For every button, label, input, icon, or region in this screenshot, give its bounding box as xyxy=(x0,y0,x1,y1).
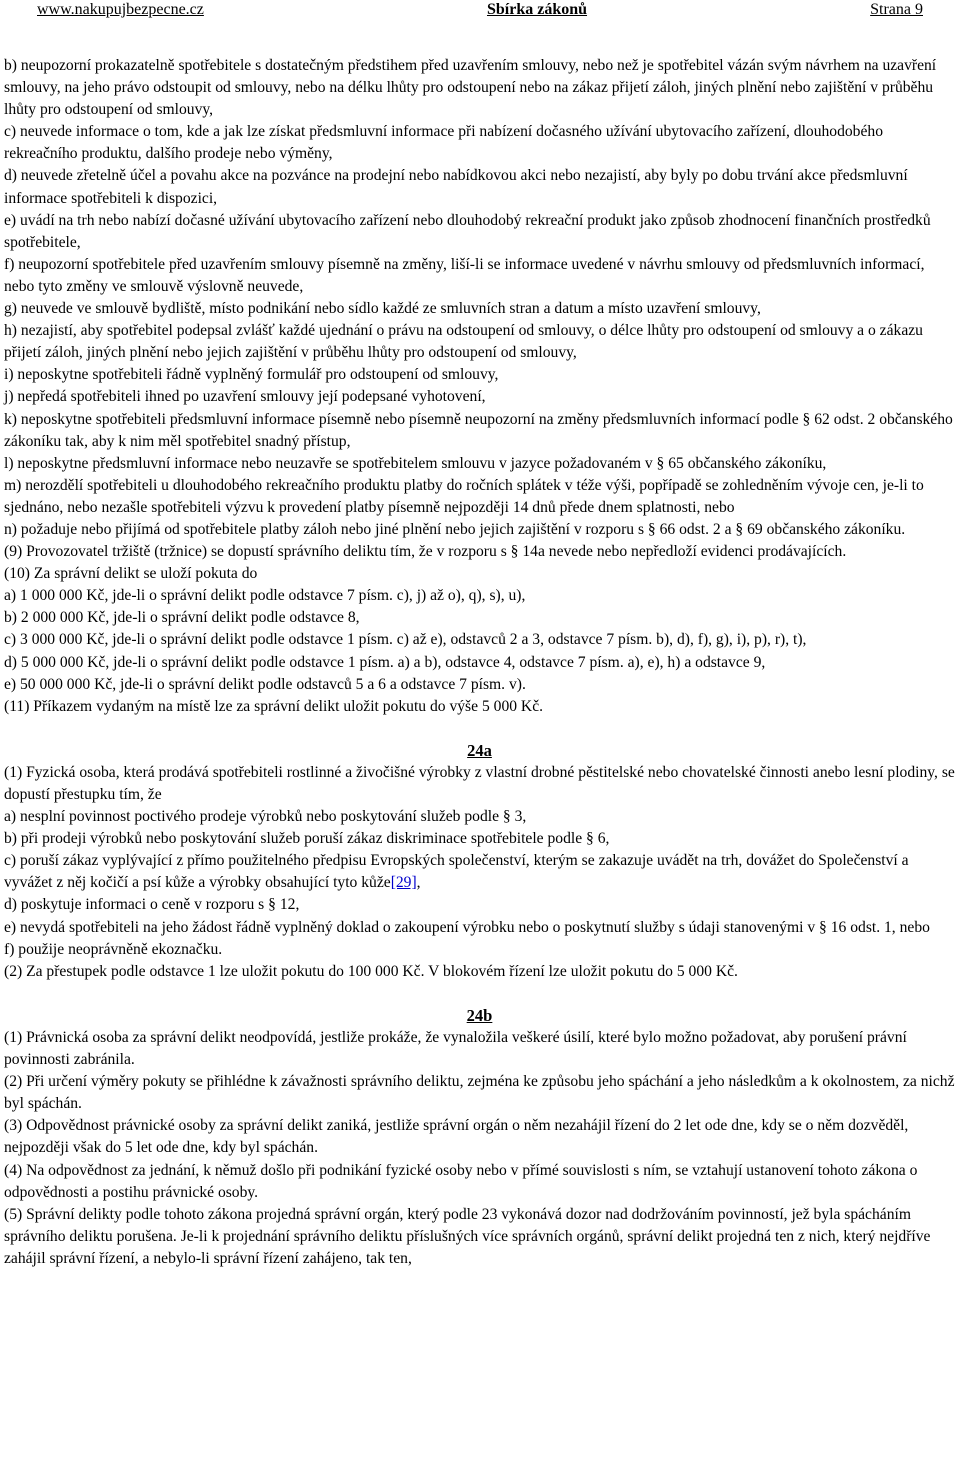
section-heading-24a: 24a xyxy=(467,740,492,760)
paragraph-text: c) poruší zákaz vyplývající z přímo použitelného předpisu Evropských společenství, kterým se zakazuje uvádět na trh, dovážet do Společenství a vyvážet z něj kočičí a psí kůže a výrobky obsahující tyto kůže xyxy=(4,852,909,892)
paragraph-text: , xyxy=(416,874,421,892)
page-header xyxy=(0,0,960,22)
paragraph: n) požaduje nebo přijímá od spotřebitele platby záloh nebo jiné plnění nebo jejich zajištění v rozporu s § 66 odst. 2 a § 69 občanského zákoníku. xyxy=(4,520,906,538)
paragraph: e) 50 000 000 Kč, jde-li o správní delikt podle odstavců 5 a 6 a odstavce 7 písm. v). xyxy=(4,675,526,693)
page-number: Strana 9 xyxy=(870,1,923,18)
paragraph: e) uvádí na trh nebo nabízí dočasné užívání ubytovacího zařízení nebo dlouhodobý rekreační produkt jako způsob zhodnocení finančních prostředků spotřebitele, xyxy=(4,211,931,251)
paragraph xyxy=(4,850,955,894)
paragraph: a) 1 000 000 Kč, jde-li o správní delikt podle odstavce 7 písm. c), j) až o), q), s), u), xyxy=(4,587,526,605)
paragraph: (4) Na odpovědnost za jednání, k němuž došlo při podnikání fyzické osoby nebo v přímé souvislosti s ním, se vztahují ustanovení tohoto zákona o odpovědnosti a postihu právnické osoby. xyxy=(4,1161,918,1201)
paragraph: g) neuvede ve smlouvě bydliště, místo podnikání nebo sídlo každé ze smluvních stran a datum a místo uzavření smlouvy, xyxy=(4,300,761,318)
paragraph: e) nevydá spotřebiteli na jeho žádost řádně vyplněný doklad o zakoupení výrobku nebo o poskytnutí služby s údaji stanovenými v § 16 odst. 1, nebo xyxy=(4,918,930,936)
paragraph: b) 2 000 000 Kč, jde-li o správní delikt podle odstavce 8, xyxy=(4,609,360,627)
paragraph: d) neuvede zřetelně účel a povahu akce na pozvánce na prodejní nebo nabídkovou akci nebo nezajistí, aby byly po dobu trvání akce předsmluvní informace spotřebiteli k dispozici, xyxy=(4,167,908,207)
paragraph: f) neupozorní spotřebitele před uzavřením smlouvy písemně na změny, liší-li se informace uvedené v návrhu smlouvy od předsmluvních informací, nebo tyto změny ve smlouvě výslovně neuvede, xyxy=(4,255,925,295)
paragraph: (3) Odpovědnost právnické osoby za správní delikt zaniká, jestliže správní orgán o něm nezahájil řízení do 2 let ode dne, kdy se o něm dozvěděl, nejpozději však do 5 let ode dne, kdy byl spáchán. xyxy=(4,1117,909,1157)
paragraph: l) neposkytne předsmluvní informace nebo neuzavře se spotřebitelem smlouvu v jazyce požadovaném v § 65 občanského zákoníku, xyxy=(4,454,827,472)
paragraph: (1) Právnická osoba za správní delikt neodpovídá, jestliže prokáže, že vynaložila veškeré úsilí, které bylo možno požadovat, aby porušení právní povinnosti zabránila. xyxy=(4,1028,907,1069)
paragraph: c) neuvede informace o tom, kde a jak lze získat předsmluvní informace při nabízení dočasného užívání ubytovacího zařízení, dlouhodobého rekreačního produktu, dalšího prodeje nebo výměny, xyxy=(4,123,883,163)
paragraph: j) nepředá spotřebiteli ihned po uzavření smlouvy její podepsané vyhotovení, xyxy=(4,388,486,406)
footnote-link[interactable]: [29] xyxy=(390,874,417,892)
paragraph: (10) Za správní delikt se uloží pokuta do xyxy=(4,565,258,583)
paragraph: c) 3 000 000 Kč, jde-li o správní delikt podle odstavce 1 písm. c) až e), odstavců 2 a 3, odstavce 7 písm. b), d), f), g), i), p), r), t), xyxy=(4,631,807,649)
paragraph: h) nezajistí, aby spotřebitel podepsal zvlášť každé ujednání o právu na odstoupení od smlouvy, o délce lhůty pro odstoupení od smlouvy a o zákazu přijetí záloh, jiných plnění nebo jejich zajištění v průběhu lhůty pro odstoupení od smlouvy, xyxy=(4,322,923,362)
paragraph: (9) Provozovatel tržiště (tržnice) se dopustí správního deliktu tím, že v rozporu s § 14a nevede nebo nepředloží evidenci prodávajících. xyxy=(4,543,847,561)
document-body xyxy=(4,55,955,1270)
paragraph: (2) Za přestupek podle odstavce 1 lze uložit pokutu do 100 000 Kč. V blokovém řízení lze uložit pokutu do 5 000 Kč. xyxy=(4,962,738,980)
collection-title[interactable]: Sbírka zákonů xyxy=(486,1,588,18)
paragraph: f) použije neoprávněně ekoznačku. xyxy=(4,940,223,958)
paragraph: i) neposkytne spotřebiteli řádně vyplněný formulář pro odstoupení od smlouvy, xyxy=(4,366,499,384)
paragraph: (11) Příkazem vydaným na místě lze za správní delikt uložit pokutu do výše 5 000 Kč. xyxy=(4,697,544,715)
paragraph: d) poskytuje informaci o ceně v rozporu s § 12, xyxy=(4,896,300,914)
paragraph: k) neposkytne spotřebiteli předsmluvní informace písemně nebo písemně neupozorní na změny předsmluvních informací podle § 62 odst. 2 občanského zákoníku tak, aby k nim měl spotřebitel snadný přístup, xyxy=(4,410,953,450)
paragraph: b) neupozorní prokazatelně spotřebitele s dostatečným předstihem před uzavřením smlouvy, nebo než je spotřebitel vázán svým návrhem na uzavření smlouvy, na jeho právo odstoupit od smlouvy, nebo na délku lhůty pro odstoupení nebo na zákaz přijetí záloh, jiných plnění nebo zajištění v průběhu lhůty pro odstoupení od smlouvy, xyxy=(4,57,937,119)
paragraph: (5) Správní delikty podle tohoto zákona projedná správní orgán, který podle 23 vykonává dozor nad dodržováním povinností, jež byla spácháním správního deliktu porušena. Je-li k projednání správního deliktu příslušných více správních orgánů, správní delikt projedná ten z nich, který nejdříve zahájil správní řízení, a nebylo-li správní řízení zahájeno, tak ten, xyxy=(4,1205,931,1267)
site-link[interactable]: www.nakupujbezpecne.cz xyxy=(37,1,204,18)
paragraph: a) nesplní povinnost poctivého prodeje výrobků nebo poskytování služeb podle § 3, xyxy=(4,808,527,826)
paragraph: m) nerozdělí spotřebiteli u dlouhodobého rekreačního produktu platby do ročních splátek v téže výši, popřípadě se zohledněním vývoje cen, je-li to sjednáno, nebo nezašle spotřebiteli výzvu k provedení platby písemně nejpozději 14 dnů přede dnem splatnosti, nebo xyxy=(4,476,924,516)
paragraph: b) při prodeji výrobků nebo poskytování služeb poruší zákaz diskriminace spotřebitele podle § 6, xyxy=(4,830,610,848)
paragraph: d) 5 000 000 Kč, jde-li o správní delikt podle odstavce 1 písm. a) a b), odstavce 4, odstavce 7 písm. a), e), h) a odstavce 9, xyxy=(4,653,766,671)
section-heading-24b: 24b xyxy=(466,1005,493,1025)
paragraph: (1) Fyzická osoba, která prodává spotřebiteli rostlinné a živočišné výrobky z vlastní drobné pěstitelské nebo chovatelské činnosti anebo lesní plodiny, se dopustí přestupku tím, že xyxy=(4,763,955,803)
paragraph: (2) Při určení výměry pokuty se přihlédne k závažnosti správního deliktu, zejména ke způsobu jeho spáchání a jeho následkům a k okolnostem, za nichž byl spáchán. xyxy=(4,1073,955,1113)
